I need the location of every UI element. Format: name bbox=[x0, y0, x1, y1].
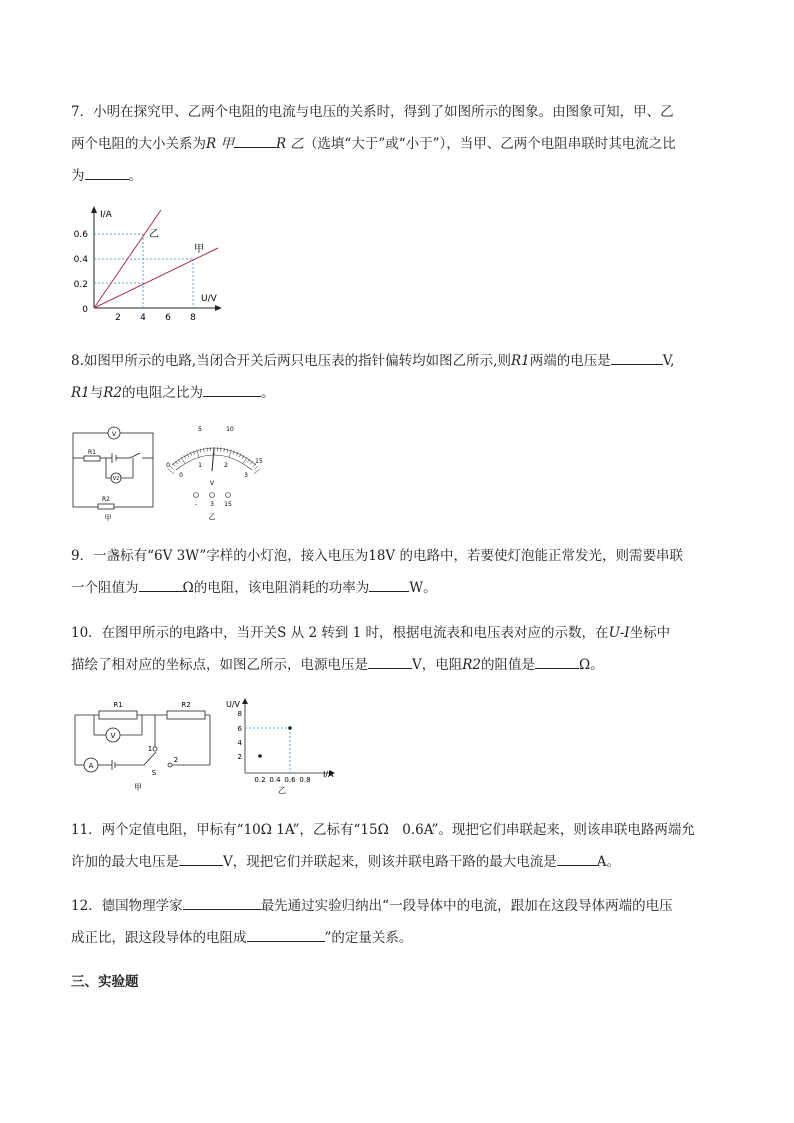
terminal bbox=[194, 493, 199, 498]
q9-text: 一个阻值为 bbox=[71, 580, 139, 596]
label-jia: 甲 bbox=[194, 244, 204, 255]
answer-blank[interactable] bbox=[179, 851, 223, 866]
answer-blank[interactable] bbox=[183, 895, 261, 910]
resistor-r2 bbox=[98, 504, 114, 509]
r1: R1 bbox=[71, 385, 90, 401]
data-point bbox=[258, 754, 262, 758]
figure-caption: 乙 bbox=[208, 513, 216, 521]
q7-line1: 7．小明在探究甲、乙两个电阻的电流与电压的关系时，得到了如图所示的图象。由图象可知，甲、乙 bbox=[71, 104, 674, 120]
terminal bbox=[226, 493, 231, 498]
q9-text: W。 bbox=[409, 580, 437, 596]
q12-text: 最先通过实验归纳出“一段导体中的电流，跟加在这段导体两端的电压 bbox=[260, 898, 673, 914]
answer-blank[interactable] bbox=[368, 654, 412, 669]
figure-caption: 甲 bbox=[104, 514, 112, 522]
dial-label: 1 bbox=[198, 462, 202, 469]
a-label: A bbox=[88, 762, 94, 770]
q12-text: 成正比，跟这段导体的电阻成 bbox=[71, 930, 247, 946]
q11-line1: 11．两个定值电阻，甲标有“10Ω 1A”，乙标有“15Ω 0.6A”。现把它们串联起来，则该串联电路两端允 bbox=[71, 822, 695, 838]
q10-ui-graph bbox=[226, 695, 341, 795]
answer-blank[interactable] bbox=[247, 927, 325, 942]
dial-tick bbox=[190, 452, 192, 456]
q8-text: 。 bbox=[261, 385, 275, 401]
q12-line2 bbox=[71, 922, 721, 954]
dial-label: 0 bbox=[166, 462, 170, 469]
y-tick: 8 bbox=[237, 710, 242, 718]
switch-s[interactable] bbox=[144, 752, 156, 765]
question-11 bbox=[71, 814, 721, 878]
dial-tick bbox=[227, 449, 228, 453]
x-tick: 0.8 bbox=[299, 776, 311, 784]
figure-caption: 甲 bbox=[134, 783, 142, 792]
v2-label: V2 bbox=[112, 476, 120, 482]
contact-1 bbox=[153, 747, 157, 751]
question-8 bbox=[71, 345, 721, 409]
q11-text: 许加的最大电压是 bbox=[71, 854, 179, 870]
dial-tick bbox=[193, 451, 194, 455]
label-yi: 乙 bbox=[149, 229, 159, 240]
q7-text: 两个电阻的大小关系为 bbox=[71, 136, 206, 152]
q11-line2 bbox=[71, 846, 721, 878]
x-axis-label: I/A bbox=[323, 770, 334, 779]
q8-line2 bbox=[71, 377, 721, 409]
x-tick: 0.4 bbox=[269, 776, 281, 784]
r1-label: R1 bbox=[113, 701, 123, 709]
dial-label: 0 bbox=[179, 472, 183, 479]
terminal-2: 2 bbox=[173, 756, 179, 764]
y-tick: 0.6 bbox=[73, 230, 88, 240]
y-axis-label: U/V bbox=[226, 700, 241, 709]
q8-line1 bbox=[71, 345, 721, 377]
answer-blank[interactable] bbox=[557, 851, 597, 866]
answer-blank[interactable] bbox=[139, 577, 183, 592]
dial-label: 2 bbox=[224, 462, 228, 469]
q8-text: 两端的电压是 bbox=[529, 353, 611, 369]
section-heading: 三、实验题 bbox=[71, 974, 139, 990]
dial-tick bbox=[224, 448, 225, 452]
question-7 bbox=[71, 96, 721, 192]
q10-line2 bbox=[71, 649, 721, 681]
q8-text: 8.如图甲所示的电路,当闭合开关后两只电压表的指针偏转均如图乙所示,则 bbox=[71, 353, 511, 369]
q11-text: V，现把它们并联起来，则该并联电路干路的最大电流是 bbox=[223, 854, 557, 870]
dial-tick bbox=[168, 469, 174, 474]
q8-text: V, bbox=[662, 353, 675, 369]
x-tick: 8 bbox=[190, 313, 196, 323]
r-jia: R 甲 bbox=[206, 136, 234, 152]
dial-label: 15 bbox=[255, 458, 263, 465]
ui-label: U-I bbox=[608, 625, 630, 641]
line-jia bbox=[94, 248, 218, 308]
q9-line1: 9．一盏标有“6V 3W”字样的小灯泡，接入电压为18V 的电路中，若要使灯泡能正常发光，则需要串联 bbox=[71, 548, 683, 564]
q10-text: 的阻值是 bbox=[481, 657, 536, 673]
v-label: V bbox=[111, 431, 117, 438]
q10-text: 描绘了相对应的坐标点，如图乙所示，电源电压是 bbox=[71, 657, 368, 673]
dial-label: 5 bbox=[198, 426, 202, 433]
q12-line1 bbox=[71, 890, 721, 922]
dial-tick bbox=[203, 448, 204, 452]
x-tick: 6 bbox=[165, 313, 171, 323]
r-yi: R 乙 bbox=[275, 136, 304, 152]
q10-text: 10．在图甲所示的电路中，当开关S 从 2 转到 1 时，根据电流表和电压表对应的示数，在 bbox=[71, 625, 609, 641]
data-point bbox=[288, 726, 292, 730]
q9-text: Ω的电阻，该电阻消耗的功率为 bbox=[182, 580, 370, 596]
x-tick: 0.2 bbox=[254, 776, 266, 784]
r1: R1 bbox=[510, 353, 530, 369]
q8-voltmeter-dial bbox=[162, 415, 267, 523]
q11-text: A。 bbox=[596, 854, 620, 870]
answer-blank[interactable] bbox=[203, 382, 261, 397]
terminal-label: 3 bbox=[210, 501, 214, 508]
y-tick: 6 bbox=[237, 725, 242, 733]
v-label: V bbox=[110, 732, 116, 740]
dial-tick bbox=[181, 457, 185, 464]
q10-text: V，电阻 bbox=[412, 657, 463, 673]
dial-unit: V bbox=[209, 480, 215, 487]
dial-label: 3 bbox=[244, 472, 248, 479]
x-axis-label: U/V bbox=[201, 294, 217, 304]
y-tick: 2 bbox=[237, 753, 242, 761]
q10-text: Ω。 bbox=[579, 657, 604, 673]
answer-blank[interactable] bbox=[611, 350, 663, 365]
q10-line1 bbox=[71, 617, 721, 649]
answer-blank[interactable] bbox=[85, 165, 129, 180]
q7-line2 bbox=[71, 128, 721, 160]
dial-tick bbox=[243, 457, 247, 464]
terminal-1: 1 bbox=[147, 745, 153, 753]
x-tick: 2 bbox=[115, 313, 121, 323]
question-10 bbox=[71, 617, 721, 681]
q7-text: 。 bbox=[128, 168, 142, 184]
q9-line2 bbox=[71, 572, 721, 604]
y-tick: 0 bbox=[82, 305, 88, 315]
resistor-r1 bbox=[84, 456, 100, 461]
question-12 bbox=[71, 890, 721, 954]
q7-iu-graph bbox=[73, 205, 226, 323]
q7-text: 为 bbox=[71, 168, 85, 184]
r2-label: R2 bbox=[102, 496, 110, 503]
dial-tick bbox=[254, 469, 260, 474]
q8-text: 与 bbox=[89, 385, 104, 401]
switch-label: S bbox=[151, 769, 157, 777]
q7-line3 bbox=[71, 160, 721, 192]
y-tick: 4 bbox=[237, 739, 242, 747]
dial-tick bbox=[236, 452, 238, 456]
answer-blank[interactable] bbox=[369, 577, 409, 592]
q12-text: ”的定量关系。 bbox=[324, 930, 413, 946]
dial-tick bbox=[200, 449, 201, 453]
q10-circuit-jia bbox=[72, 695, 217, 795]
y-axis-label: I/A bbox=[100, 210, 112, 220]
x-tick: 0.6 bbox=[284, 776, 296, 784]
q8-text: 的电阻之比为 bbox=[122, 385, 204, 401]
terminal-label: 15 bbox=[224, 501, 232, 508]
dial-tick bbox=[255, 466, 258, 469]
answer-blank[interactable] bbox=[234, 133, 276, 148]
dial-tick bbox=[233, 451, 234, 455]
q8-circuit-jia bbox=[70, 427, 160, 523]
terminal-label: - bbox=[194, 501, 198, 508]
contact-2 bbox=[168, 763, 172, 767]
r2: R2 bbox=[103, 385, 123, 401]
terminal bbox=[210, 493, 215, 498]
resistor-r1 bbox=[99, 711, 137, 719]
q12-text: 12．德国物理学家 bbox=[71, 898, 183, 914]
r2: R2 bbox=[462, 657, 482, 673]
dial-tick bbox=[173, 464, 176, 467]
r1-label: R1 bbox=[88, 449, 96, 456]
dial-label: 10 bbox=[226, 426, 234, 433]
y-tick: 0.2 bbox=[73, 280, 88, 290]
x-tick: 4 bbox=[140, 313, 146, 323]
r2-label: R2 bbox=[181, 701, 191, 709]
dial-tick bbox=[170, 466, 173, 469]
dial-needle bbox=[212, 448, 214, 471]
y-tick: 0.4 bbox=[73, 255, 88, 265]
q7-text: （选填“大于”或“小于”），当甲、乙两个电阻串联时其电流之比 bbox=[303, 136, 676, 152]
resistor-r2 bbox=[167, 711, 205, 719]
q10-text: 坐标中 bbox=[629, 625, 671, 641]
answer-blank[interactable] bbox=[535, 654, 579, 669]
figure-caption: 乙 bbox=[278, 786, 286, 795]
question-9 bbox=[71, 540, 721, 604]
